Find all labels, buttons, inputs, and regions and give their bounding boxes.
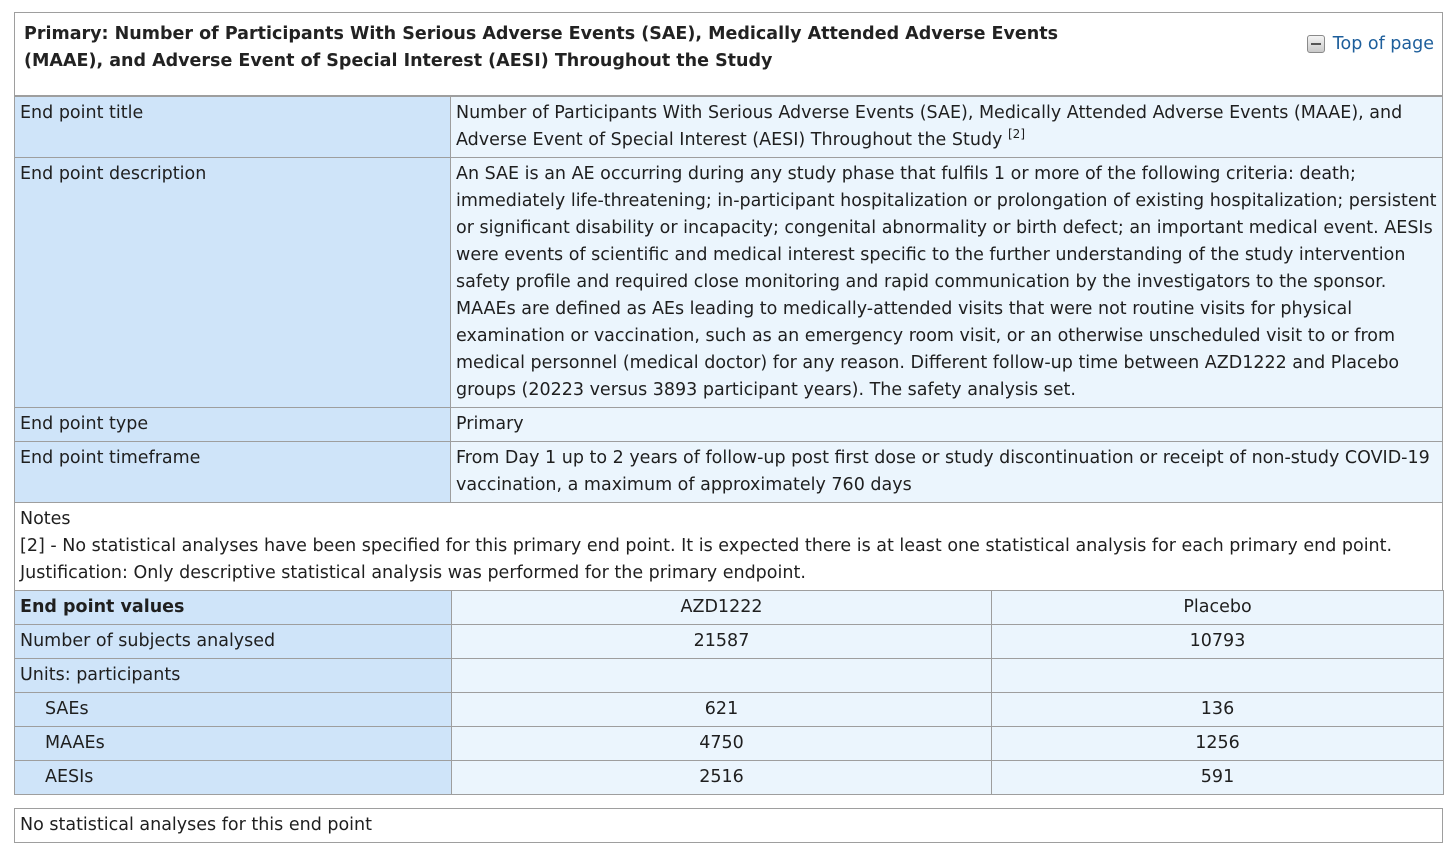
notes-heading: Notes	[20, 509, 71, 529]
info-row-type	[15, 408, 1443, 442]
units-placebo-empty	[992, 659, 1444, 693]
subjects-row	[15, 625, 1444, 659]
units-azd1222-empty	[452, 659, 992, 693]
info-row-notes	[15, 503, 1443, 591]
maaes-placebo: 1256	[992, 727, 1444, 761]
end-point-description-label: End point description	[15, 158, 451, 408]
aesis-azd1222: 2516	[452, 761, 992, 795]
column-header-placebo: Placebo	[992, 591, 1444, 625]
notes-line-2: Justification: Only descriptive statistical analysis was performed for the primary endpoint.	[20, 563, 806, 583]
top-of-page-link[interactable]	[1307, 34, 1434, 54]
column-header-azd1222: AZD1222	[452, 591, 992, 625]
section-title: Primary: Number of Participants With Serious Adverse Events (SAE), Medically Attended Adverse Events (MAAE), and Adverse Event of Special Interest (AESI) Throughout the Study	[24, 24, 1059, 71]
table-row	[15, 693, 1444, 727]
subjects-azd1222: 21587	[452, 625, 992, 659]
notes-cell	[15, 503, 1443, 591]
info-row-title	[15, 97, 1443, 158]
end-point-type-label: End point type	[15, 408, 451, 442]
row-label-saes: SAEs	[15, 693, 452, 727]
end-point-description-value: An SAE is an AE occurring during any study phase that fulfils 1 or more of the following criteria: death; immediately life-threatening; in-participant hospitalization or prolongation of existing hospitalization; persistent or significant disability or incapacity; congenital abnormality or birth defect; an important medical event. AESIs were events of scientific and medical interest specific to the further understanding of the study intervention safety profile and required close monitoring and rapid communication by the investigators to the sponsor. MAAEs are defined as AEs leading to medically-attended visits that were not routine visits for physical examination or vaccination, such as an emergency room visit, or an otherwise unscheduled visit to or from medical personnel (medical doctor) for any reason. Different follow-up time between AZD1222 and Placebo groups (20223 versus 3893 participant years). The safety analysis set.	[451, 158, 1443, 408]
notes-line-1: [2] - No statistical analyses have been specified for this primary end point. It is expected there is at least one statistical analysis for each primary end point.	[20, 536, 1393, 556]
table-row	[15, 727, 1444, 761]
saes-placebo: 136	[992, 693, 1444, 727]
end-point-timeframe-value: From Day 1 up to 2 years of follow-up post first dose or study discontinuation or receipt of non-study COVID-19 vaccination, a maximum of approximately 760 days	[451, 442, 1443, 503]
end-point-section	[14, 12, 1443, 795]
end-point-values-heading: End point values	[15, 591, 452, 625]
row-label-aesis: AESIs	[15, 761, 452, 795]
values-header-row	[15, 591, 1444, 625]
subjects-label: Number of subjects analysed	[15, 625, 452, 659]
end-point-info-table	[14, 96, 1443, 591]
end-point-values-table	[14, 590, 1444, 795]
info-row-timeframe	[15, 442, 1443, 503]
saes-azd1222: 621	[452, 693, 992, 727]
maaes-azd1222: 4750	[452, 727, 992, 761]
units-label: Units: participants	[15, 659, 452, 693]
end-point-timeframe-label: End point timeframe	[15, 442, 451, 503]
end-point-title-label: End point title	[15, 97, 451, 158]
end-point-title-text: Number of Participants With Serious Adverse Events (SAE), Medically Attended Adverse Events (MAAE), and Adverse Event of Special Interest (AESI) Throughout the Study	[456, 103, 1403, 150]
footnote-ref: [2]	[1008, 127, 1025, 141]
units-row	[15, 659, 1444, 693]
statistical-analyses-box: No statistical analyses for this end point	[14, 808, 1443, 843]
end-point-type-value: Primary	[451, 408, 1443, 442]
info-row-description	[15, 158, 1443, 408]
collapse-minus-icon[interactable]	[1307, 35, 1325, 53]
table-row	[15, 761, 1444, 795]
row-label-maaes: MAAEs	[15, 727, 452, 761]
section-header	[14, 12, 1443, 96]
end-point-title-value	[451, 97, 1443, 158]
subjects-placebo: 10793	[992, 625, 1444, 659]
aesis-placebo: 591	[992, 761, 1444, 795]
top-of-page-label[interactable]: Top of page	[1332, 34, 1434, 54]
